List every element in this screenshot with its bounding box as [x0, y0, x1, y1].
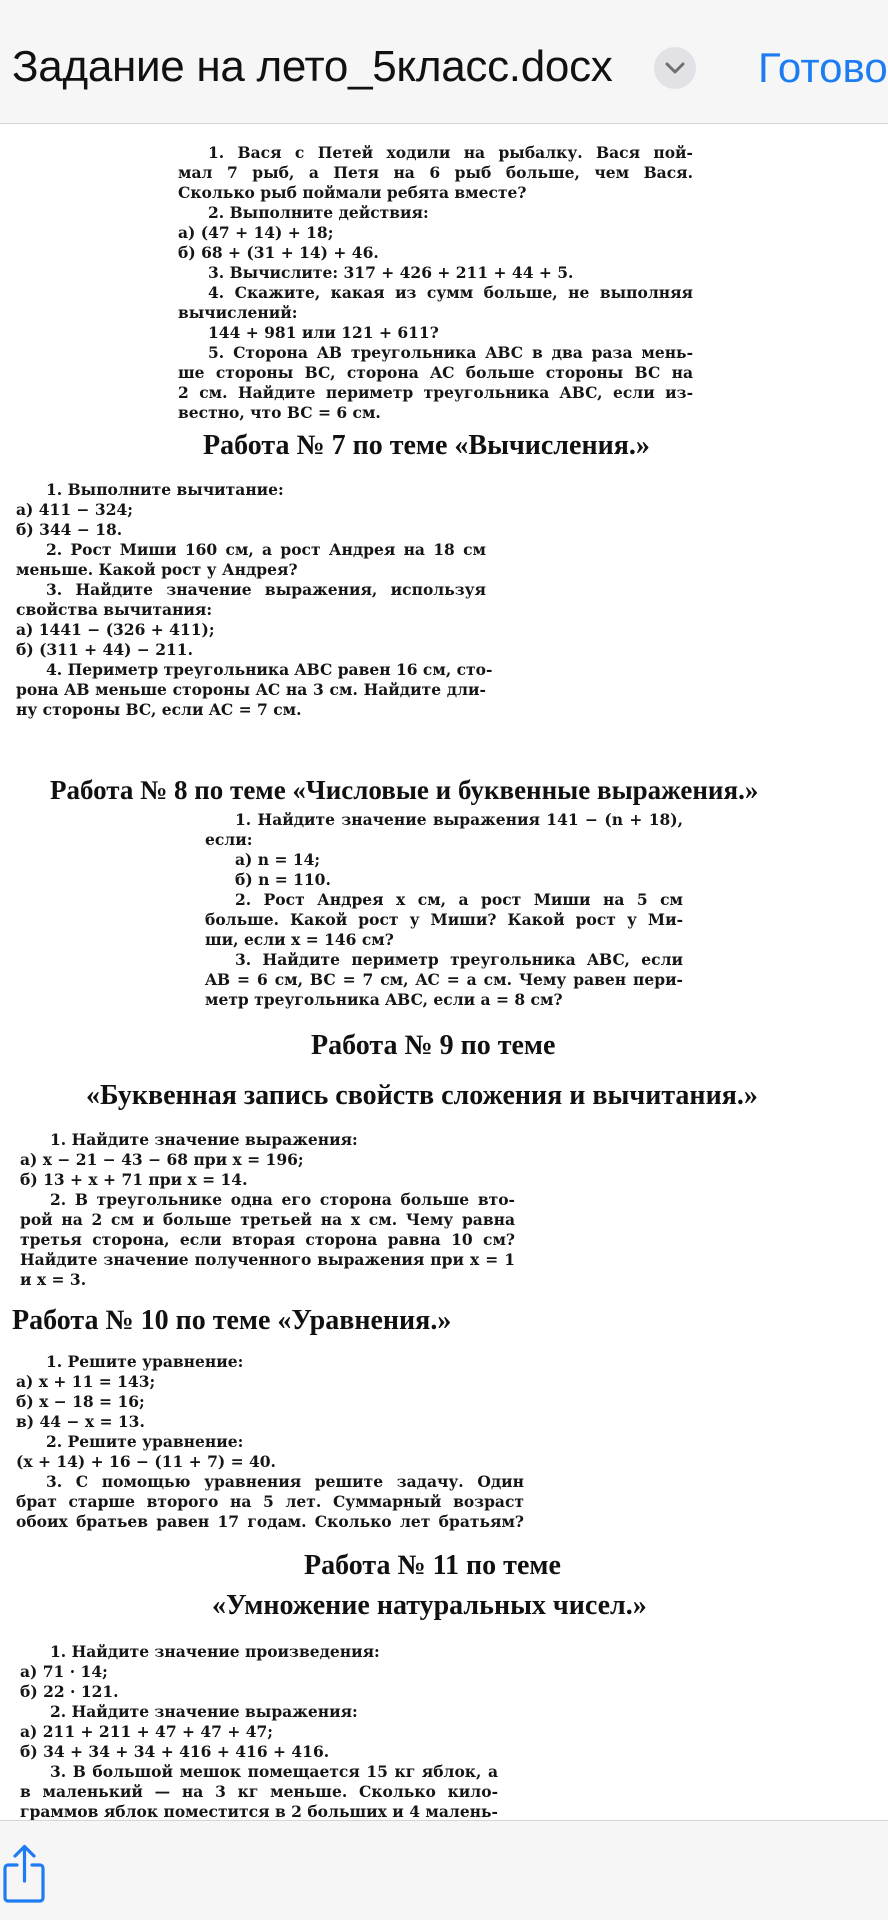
doc-line: третья сторона, если вторая сторона равна 10 см?: [20, 1230, 515, 1249]
doc-line: 3. Найдите значение выражения, используя: [46, 580, 486, 599]
doc-line: 1. Выполните вычитание:: [46, 480, 284, 499]
section-heading-9: Работа № 9 по теме: [311, 1030, 556, 1061]
doc-line: Сколько рыб поймали ребята вместе?: [178, 183, 527, 202]
doc-line: б) 13 + x + 71 при x = 14.: [20, 1170, 248, 1189]
done-button[interactable]: Готово: [758, 44, 888, 91]
bottom-toolbar: [0, 1820, 888, 1920]
doc-line: б) 22 · 121.: [20, 1682, 119, 1701]
task-block-8: [205, 810, 683, 1010]
section-heading-8: Работа № 8 по теме «Числовые и буквенные выражения.»: [50, 775, 759, 805]
doc-line: 4. Периметр треугольника ABC равен 16 см, сто-: [46, 660, 493, 679]
doc-line: 144 + 981 или 121 + 611?: [208, 323, 439, 342]
top-bar: [0, 0, 888, 124]
doc-line: 1. Найдите значение выражения:: [50, 1130, 358, 1149]
doc-line: 2. В треугольнике одна его сторона больше вто-: [50, 1190, 515, 1209]
doc-line: 2. Рост Миши 160 см, а рост Андрея на 18 см: [46, 540, 486, 559]
doc-line: мал 7 рыб, а Петя на 6 рыб больше, чем Вася.: [178, 163, 693, 182]
doc-line: в) 44 − x = 13.: [16, 1412, 145, 1431]
section-heading-10: Работа № 10 по теме «Уравнения.»: [12, 1305, 452, 1336]
doc-line: 3. Найдите периметр треугольника ABC, если: [235, 950, 683, 969]
document-title: Задание на лето_5класс.docx: [12, 42, 613, 91]
section-heading-11-subtitle: «Умножение натуральных чисел.»: [212, 1590, 647, 1621]
doc-line: а) 411 − 324;: [16, 500, 133, 519]
doc-line: 2. Рост Андрея x см, а рост Миши на 5 см: [235, 890, 683, 909]
doc-line: а) 71 · 14;: [20, 1662, 108, 1681]
doc-line: в маленький — на 3 кг меньше. Сколько кило-: [20, 1782, 498, 1801]
doc-line: 3. В большой мешок помещается 15 кг яблок, а: [50, 1762, 498, 1781]
doc-line: б) 344 − 18.: [16, 520, 123, 539]
doc-line: (x + 14) + 16 − (11 + 7) = 40.: [16, 1452, 276, 1471]
doc-line: а) x − 21 − 43 − 68 при x = 196;: [20, 1150, 304, 1169]
doc-line: 2. Выполните действия:: [208, 203, 429, 222]
share-icon: [0, 1843, 50, 1905]
doc-line: ши, если x = 146 см?: [205, 930, 394, 949]
doc-line: б) (311 + 44) − 211.: [16, 640, 193, 659]
doc-line: если:: [205, 830, 253, 849]
doc-line: 1. Найдите значение выражения 141 − (n + 18),: [235, 810, 683, 829]
section-heading-9-subtitle: «Буквенная запись свойств сложения и вычитания.»: [86, 1080, 758, 1111]
doc-line: ше стороны BC, сторона AC больше стороны BC на: [178, 363, 693, 382]
doc-line: свойства вычитания:: [16, 600, 213, 619]
doc-line: вычислений:: [178, 303, 298, 322]
doc-line: 3. С помощью уравнения решите задачу. Один: [46, 1472, 524, 1491]
doc-line: 2. Решите уравнение:: [46, 1432, 244, 1451]
doc-line: б) 68 + (31 + 14) + 46.: [178, 243, 379, 262]
chevron-down-icon: [665, 62, 685, 74]
doc-line: рона AB меньше стороны AC на 3 см. Найдите дли-: [16, 680, 486, 699]
section-heading-7: Работа № 7 по теме «Вычисления.»: [203, 430, 650, 461]
doc-line: вестно, что BC = 6 см.: [178, 403, 381, 422]
doc-line: 1. Решите уравнение:: [46, 1352, 244, 1371]
doc-line: 2. Найдите значение выражения:: [50, 1702, 358, 1721]
doc-line: 4. Скажите, какая из сумм больше, не выполняя: [208, 283, 693, 302]
task-block-9: [20, 1130, 515, 1290]
doc-line: а) 211 + 211 + 47 + 47 + 47;: [20, 1722, 274, 1741]
doc-line: 2 см. Найдите периметр треугольника ABC, если из-: [178, 383, 693, 402]
doc-line: 3. Вычислите: 317 + 426 + 211 + 44 + 5.: [208, 263, 574, 282]
doc-line: обоих братьев равен 17 годам. Сколько лет братьям?: [16, 1512, 524, 1531]
doc-line: а) (47 + 14) + 18;: [178, 223, 334, 242]
doc-line: 1. Найдите значение произведения:: [50, 1642, 380, 1661]
doc-line: ну стороны BC, если AC = 7 см.: [16, 700, 302, 719]
doc-line: Найдите значение полученного выражения при x = 1: [20, 1250, 515, 1269]
doc-line: меньше. Какой рост у Андрея?: [16, 560, 298, 579]
title-menu-button[interactable]: [654, 47, 696, 89]
task-block-10: [16, 1352, 524, 1532]
task-block-11: [20, 1642, 498, 1820]
doc-line: 5. Сторона AB треугольника ABC в два раза мень-: [208, 343, 693, 362]
task-block-6: [178, 143, 693, 423]
doc-line: а) n = 14;: [235, 850, 321, 869]
doc-line: брат старше второго на 5 лет. Суммарный возраст: [16, 1492, 524, 1511]
doc-line: б) x − 18 = 16;: [16, 1392, 145, 1411]
doc-line: б) n = 110.: [235, 870, 331, 889]
doc-line: 1. Вася с Петей ходили на рыбалку. Вася пой-: [208, 143, 693, 162]
doc-line: метр треугольника ABC, если a = 8 см?: [205, 990, 563, 1009]
doc-line: а) 1441 − (326 + 411);: [16, 620, 215, 639]
doc-line: а) x + 11 = 143;: [16, 1372, 156, 1391]
share-button[interactable]: [0, 1843, 50, 1905]
section-heading-11: Работа № 11 по теме: [304, 1550, 561, 1581]
doc-line: рой на 2 см и больше третьей на x см. Чему равна: [20, 1210, 515, 1229]
document-viewer[interactable]: [0, 125, 888, 1820]
doc-line: и x = 3.: [20, 1270, 87, 1289]
doc-line: AB = 6 см, BC = 7 см, AC = a см. Чему равен пери-: [205, 970, 683, 989]
doc-line: граммов яблок поместится в 2 больших и 4 малень-: [20, 1802, 498, 1820]
doc-line: больше. Какой рост у Миши? Какой рост у Ми-: [205, 910, 683, 929]
task-block-7: [16, 480, 493, 720]
doc-line: б) 34 + 34 + 34 + 416 + 416 + 416.: [20, 1742, 330, 1761]
